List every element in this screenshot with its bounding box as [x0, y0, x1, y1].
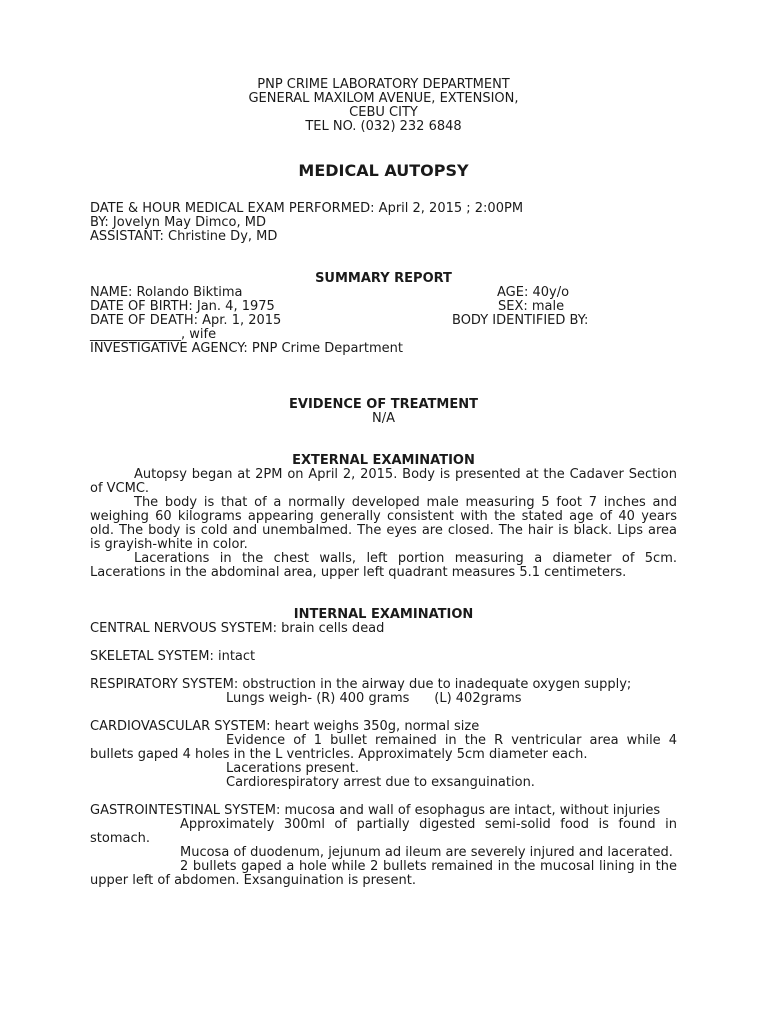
treatment-heading: EVIDENCE OF TREATMENT: [289, 397, 478, 412]
name-row: [90, 286, 677, 300]
gi-paragraph-3: 2 bullets gaped a hole while 2 bullets remained in the mucosal lining in the upper left of abdomen. Exsanguination is present.: [90, 859, 677, 888]
cardio-paragraph-2: Lacerations present.: [226, 761, 360, 776]
lungs-line: Lungs weigh- (R) 400 grams (L) 402grams: [226, 691, 522, 706]
body-identified-by: BODY IDENTIFIED BY:: [452, 313, 589, 328]
gi-paragraph-1: Approximately 300ml of partially digested semi-solid food is found in stomach.: [90, 817, 677, 846]
internal-heading: INTERNAL EXAMINATION: [293, 607, 474, 622]
external-paragraph-2: The body is that of a normally developed male measuring 5 foot 7 inches and weighing 60 kilograms appearing generally consistent with the stated age of 40 years old. The body is cold and unembalmed. The eyes are closed. The hair is black. Lips area is grayish-white in color.: [90, 495, 677, 552]
treatment-value: N/A: [372, 411, 395, 426]
date-of-birth: DATE OF BIRTH: Jan. 4, 1975: [90, 299, 275, 314]
patient-sex: SEX: male: [498, 299, 565, 314]
department-name: PNP CRIME LABORATORY DEPARTMENT: [257, 77, 510, 92]
exam-date-hour: DATE & HOUR MEDICAL EXAM PERFORMED: April 2, 2015 ; 2:00PM: [90, 201, 524, 216]
patient-age: AGE: 40y/o: [497, 285, 570, 300]
document-title: MEDICAL AUTOPSY: [298, 161, 469, 180]
external-paragraph-1: Autopsy began at 2PM on April 2, 2015. Body is presented at the Cadaver Section of VCMC.: [90, 467, 677, 496]
phone-line: TEL NO. (032) 232 6848: [305, 119, 462, 134]
investigative-agency: INVESTIGATIVE AGENCY: PNP Crime Department: [90, 341, 403, 356]
date-of-death: DATE OF DEATH: Apr. 1, 2015: [90, 313, 282, 328]
city-line: CEBU CITY: [349, 105, 418, 120]
skeletal-line: SKELETAL SYSTEM: intact: [90, 649, 256, 664]
gastrointestinal-line: GASTROINTESTINAL SYSTEM: mucosa and wall of esophagus are intact, without injuries: [90, 803, 661, 818]
autopsy-document: [90, 78, 677, 888]
letterhead: [90, 78, 677, 134]
address-line: GENERAL MAXILOM AVENUE, EXTENSION,: [248, 91, 519, 106]
dob-row: [90, 300, 677, 314]
exam-assistant: ASSISTANT: Christine Dy, MD: [90, 229, 278, 244]
summary-heading: SUMMARY REPORT: [315, 271, 452, 286]
external-paragraph-3: Lacerations in the chest walls, left portion measuring a diameter of 5cm. Lacerations in the abdominal area, upper left quadrant measures 5.1 centimeters.: [90, 551, 677, 580]
dod-row: [90, 314, 677, 328]
cardiovascular-line: CARDIOVASCULAR SYSTEM: heart weighs 350g, normal size: [90, 719, 480, 734]
gi-paragraph-2: Mucosa of duodenum, jejunum ad ileum are severely injured and lacerated.: [180, 845, 673, 860]
cardio-paragraph-3: Cardiorespiratory arrest due to exsanguination.: [226, 775, 535, 790]
external-heading: EXTERNAL EXAMINATION: [292, 453, 475, 468]
respiratory-line: RESPIRATORY SYSTEM: obstruction in the airway due to inadequate oxygen supply;: [90, 677, 632, 692]
exam-by: BY: Jovelyn May Dimco, MD: [90, 215, 266, 230]
cardio-paragraph-1: Evidence of 1 bullet remained in the R ventricular area while 4 bullets gaped 4 holes in the L ventricles. Approximately 5cm diameter each.: [90, 733, 677, 762]
identifier-wife: ______________, wife: [90, 327, 217, 342]
patient-name: NAME: Rolando Biktima: [90, 285, 243, 300]
cns-line: CENTRAL NERVOUS SYSTEM: brain cells dead: [90, 621, 385, 636]
